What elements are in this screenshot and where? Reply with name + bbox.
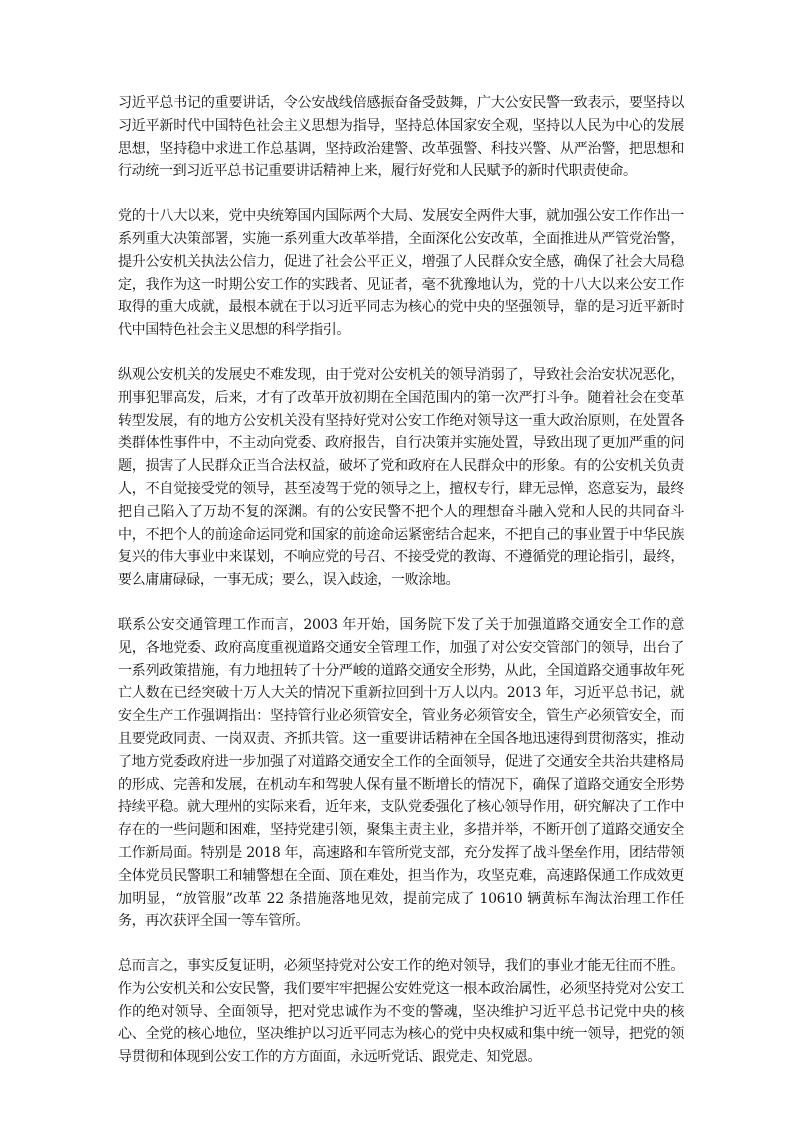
paragraph-1: 习近平总书记的重要讲话，令公安战线倍感振奋备受鼓舞，广大公安民警一致表示，要坚持以习近平新时代中国特色社会主义思想为指导，坚持总体国家安全观，坚持以人民为中心的发展思想，坚持稳中求进工作总基调，坚持政治建警、改革强警、科技兴警、从严治警，把思想和行动统一到习近平总书记重要讲话精神上来，履行好党和人民赋予的新时代职责使命。 <box>118 95 684 180</box>
paragraph-3: 纵观公安机关的发展史不难发现，由于党对公安机关的领导消弱了，导致社会治安状况恶化，刑事犯罪高发，后来，才有了改革开放初期在全国范围内的第一次严打斗争。随着社会在变革转型发展，有的地方公安机关没有坚持好党对公安工作绝对领导这一重大政治原则，在处置各类群体性事件中，不主动向党委、政府报告，自行决策并实施处置，导致出现了更加严重的问题，损害了人民群众正当合法权益，破坏了党和政府在人民群众中的形象。有的公安机关负责人，不自觉接受党的领导，甚至凌驾于党的领导之上，擅权专行，肆无忌惮，恣意妄为，最终把自己陷入了万劫不复的深渊。有的公安民警不把个人的理想奋斗融入党和人民的共同奋斗中，不把个人的前途命运同党和国家的前途命运紧密结合起来，不把自己的事业置于中华民族复兴的伟大事业中来谋划，不响应党的号召、不接受党的教诲、不遵循党的理论指引，最终，要么庸庸碌碌，一事无成；要么，误入歧途，一败涂地。 <box>118 366 684 589</box>
document-body <box>118 92 684 1091</box>
paragraph-4: 联系公安交通管理工作而言，2003 年开始，国务院下发了关于加强道路交通安全工作的意见，各地党委、政府高度重视道路交通安全管理工作，加强了对公安交管部门的领导，出台了一系列政策措施，有力地扭转了十分严峻的道路交通安全形势，从此，全国道路交通事故年死亡人数在已经突破十万人大关的情况下重新拉回到十万人以内。2013 年，习近平总书记，就安全生产工作强调指出：坚持管行业必须管安全，管业务必须管安全，管生产必须管安全，而且要党政同责、一岗双责、齐抓共管。这一重要讲话精神在全国各地迅速得到贯彻落实，推动了地方党委政府进一步加强了对道路交通安全工作的全面领导，促进了交通安全共治共建格局的形成、完善和发展，在机动车和驾驶人保有量不断增长的情况下，确保了道路交通安全形势持续平稳。就大理州的实际来看，近年来，支队党委强化了核心领导作用，研究解决了工作中存在的一些问题和困难，坚持党建引领，聚集主责主业，多措并举，不断开创了道路交通安全工作新局面。特别是 2018 年，高速路和车管所党支部，充分发挥了战斗堡垒作用，团结带领全体党员民警职工和辅警想在全面、顶在难处，担当作为，攻坚克难，高速路保通工作成效更加明显，“放管服”改革 22 条措施落地见效，提前完成了 10610 辆黄标车淘汰治理工作任务，再次获评全国一等车管所。 <box>118 616 684 930</box>
paragraph-5: 总而言之，事实反复证明，必须坚持党对公安工作的绝对领导，我们的事业才能无往而不胜。作为公安机关和公安民警，我们要牢牢把握公安姓党这一根本政治属性，必须坚持党对公安工作的绝对领导、全面领导，把对党忠诚作为不变的警魂，坚决维护习近平总书记党中央的核心、全党的核心地位，坚决维护以习近平同志为核心的党中央权威和集中统一领导，把党的领导贯彻和体现到公安工作的方方面面，永远听党话、跟党走、知党恩。 <box>118 958 684 1066</box>
paragraph-2: 党的十八大以来，党中央统筹国内国际两个大局、发展安全两件大事，就加强公安工作作出一系列重大决策部署，实施一系列重大改革举措，全面深化公安改革，全面推进从严管党治警，提升公安机关执法公信力，促进了社会公平正义，增强了人民群众安全感，确保了社会大局稳定，我作为这一时期公安工作的实践者、见证者，毫不犹豫地认为，党的十八大以来公安工作取得的重大成就，最根本就在于以习近平同志为核心的党中央的坚强领导，靠的是习近平新时代中国特色社会主义思想的科学指引。 <box>118 208 684 339</box>
